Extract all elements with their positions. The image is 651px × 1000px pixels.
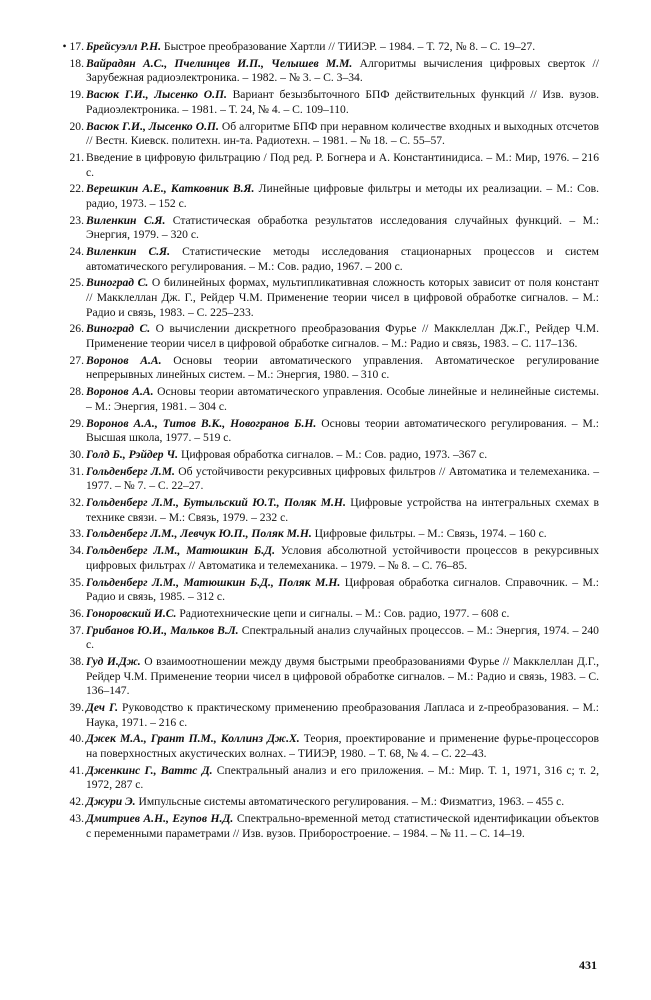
reference-text: Вариант безызбыточного БПФ действительных функций // Изв. вузов. Радиоэлектроника. – 1981. – Т. 24, № 4. – С. 109–110. xyxy=(86,88,599,116)
reference-item xyxy=(0,732,651,761)
reference-authors: Гоноровский И.С. xyxy=(86,606,177,620)
reference-number: 25. xyxy=(69,276,84,290)
reference-text: Линейные цифровые фильтры и методы их реализации. – М.: Сов. радио, 1973. – 152 с. xyxy=(86,182,599,210)
reference-number: 35. xyxy=(69,575,84,589)
reference-item xyxy=(0,245,651,274)
reference-authors: Васюк Г.И., Лысенко О.П. xyxy=(86,88,227,102)
reference-text: Основы теории автоматического управления. Особые линейные и нелинейные системы. – М.: Энергия, 1981. – 304 с. xyxy=(86,385,599,413)
reference-number: • 17. xyxy=(62,40,84,53)
reference-item xyxy=(0,655,651,699)
reference-item xyxy=(0,322,651,351)
reference-authors: Виноград С. xyxy=(86,322,151,336)
reference-number: 38. xyxy=(69,655,84,669)
reference-authors: Гольденберг Л.М., Матюшкин Б.Д. xyxy=(86,544,275,558)
reference-number: 27. xyxy=(69,353,84,367)
reference-item xyxy=(0,527,651,542)
reference-item xyxy=(0,88,651,117)
reference-text: О вычислении дискретного преобразования Фурье // Макклеллан Дж.Г., Рейдер Ч.М. Применение теории чисел в цифровой обработке сигналов. – М.: Радио и связь, 1983. – С. 117–136. xyxy=(86,322,599,350)
reference-authors: Голд Б., Рэйдер Ч. xyxy=(86,447,179,461)
reference-authors: Воронов А.А., Титов В.К., Новогранов Б.Н. xyxy=(86,416,317,430)
reference-item xyxy=(0,496,651,525)
reference-item xyxy=(0,354,651,383)
reference-authors: Дженкинс Г., Ваттс Д. xyxy=(86,763,213,777)
reference-text: Спектральный анализ случайных процессов. – М.: Энергия, 1974. – 240 с. xyxy=(86,623,599,652)
reference-authors: Воронов А.А. xyxy=(86,385,154,399)
page-number: 431 xyxy=(579,958,597,972)
reference-number: 26. xyxy=(69,322,84,336)
reference-text: Спектрально-временной метод статистической идентификации объектов с переменными параметрами // Изв. вузов. Приборостроение. – 1984. – № 11. – С. 14–19. xyxy=(86,811,599,840)
reference-authors: Виленкин С.Я. xyxy=(86,245,171,259)
reference-text: Основы теории автоматического регулирования. – М.: Высшая школа, 1977. – 519 с. xyxy=(86,416,599,445)
reference-item xyxy=(0,182,651,211)
reference-text: О взаимоотношении между двумя быстрыми преобразованиями Фурье // Макклеллан Д.Г., Рейдер Ч.М. Применение теории чисел в цифровой обработке сигналов. – М.: Радио и связь, 1983. – С. 136–147. xyxy=(86,655,599,698)
reference-number: 22. xyxy=(69,182,84,196)
reference-number: 40. xyxy=(69,732,84,746)
reference-authors: Брейсуэлл Р.Н. xyxy=(86,40,162,53)
reference-number: 37. xyxy=(69,623,84,637)
reference-text: Введение в цифровую фильтрацию / Под ред. Р. Богнера и А. Константинидиса. – М.: Мир, 1976. – 216 с. xyxy=(86,150,599,179)
reference-authors: Деч Г. xyxy=(86,701,118,715)
reference-authors: Джек М.А., Грант П.М., Коллинз Дж.Х. xyxy=(86,732,300,746)
reference-number: 19. xyxy=(69,88,84,102)
reference-number: 39. xyxy=(69,701,84,715)
reference-authors: Гольденберг Л.М., Бутыльский Ю.Т., Поляк М.Н. xyxy=(86,496,346,510)
reference-number: 24. xyxy=(69,245,84,259)
reference-item xyxy=(0,607,651,622)
reference-number: 32. xyxy=(69,496,84,510)
reference-text: Условия абсолютной устойчивости процессов в рекурсивных цифровых фильтрах // Автоматика и телемеханика. – 1979. – № 8. – С. 76–85. xyxy=(86,544,600,572)
reference-item xyxy=(0,214,651,243)
reference-item xyxy=(0,812,651,841)
reference-text: Руководство к практическому применению преобразования Лапласа и z-преобразования. – М.: Наука, 1971. – 216 с. xyxy=(86,701,599,729)
reference-text: Об алгоритме БПФ при неравном количестве входных и выходных отсчетов // Вестн. Киевск. политехн. ин-та. Радиотехн. – 1981. – № 18. – С. 55–57. xyxy=(86,119,599,148)
reference-item xyxy=(0,701,651,730)
reference-text: Быстрое преобразование Хартли // ТИИЭР. – 1984. – Т. 72, № 8. – С. 19–27. xyxy=(161,40,536,53)
reference-number: 21. xyxy=(69,150,84,164)
reference-authors: Воронов А.А. xyxy=(86,353,162,367)
reference-number: 42. xyxy=(69,795,84,809)
reference-number: 20. xyxy=(69,119,84,133)
reference-number: 18. xyxy=(69,56,84,70)
reference-item xyxy=(0,151,651,180)
reference-item xyxy=(0,417,651,446)
reference-text: Об устойчивости рекурсивных цифровых фильтров // Автоматика и телемеханика. – 1977. – № 7. – С. 22–27. xyxy=(86,464,599,493)
reference-item xyxy=(0,276,651,320)
reference-number: 36. xyxy=(69,606,84,620)
reference-authors: Дмитриев А.Н., Егупов Н.Д. xyxy=(86,811,234,825)
reference-item xyxy=(0,624,651,653)
reference-authors: Гуд И.Дж. xyxy=(86,655,141,669)
reference-number: 31. xyxy=(69,464,84,478)
reference-authors: Грибанов Ю.И., Мальков В.Л. xyxy=(86,623,239,637)
reference-item xyxy=(0,57,651,86)
reference-item xyxy=(0,385,651,414)
reference-text: Алгоритмы вычисления цифровых сверток // Зарубежная радиоэлектроника. – 1982. – № 3. – С. 3–34. xyxy=(86,56,599,85)
reference-number: 29. xyxy=(69,416,84,430)
reference-text: Цифровые устройства на интегральных схемах в технике связи. – М.: Связь, 1979. – 232 с. xyxy=(86,496,599,524)
reference-number: 33. xyxy=(69,527,84,541)
reference-authors: Гольденберг Л.М., Матюшкин Б.Д., Поляк М.Н. xyxy=(86,575,341,589)
reference-item xyxy=(0,448,651,463)
reference-authors: Гольденберг Л.М., Левчук Ю.П., Поляк М.Н. xyxy=(86,527,312,541)
reference-item xyxy=(0,120,651,149)
reference-number: 41. xyxy=(69,763,84,777)
reference-authors: Верешкин А.Е., Катковник В.Я. xyxy=(86,182,255,196)
reference-authors: Джури Э. xyxy=(86,795,136,809)
reference-list xyxy=(0,40,651,843)
reference-text: Статистические методы исследования стационарных процессов и систем автоматического регулирования. – М.: Сов. радио, 1967. – 200 с. xyxy=(86,245,599,273)
reference-text: Радиотехнические цепи и сигналы. – М.: Сов. радио, 1977. – 608 с. xyxy=(176,606,510,620)
reference-number: 43. xyxy=(69,811,84,825)
reference-item xyxy=(0,465,651,494)
reference-authors: Виленкин С.Я. xyxy=(86,213,166,227)
reference-item xyxy=(0,795,651,810)
reference-item xyxy=(0,40,651,55)
reference-number: 28. xyxy=(69,385,84,399)
reference-text: Цифровые фильтры. – М.: Связь, 1974. – 160 с. xyxy=(311,527,547,541)
reference-authors: Виноград С. xyxy=(86,276,149,290)
reference-item xyxy=(0,544,651,573)
reference-text: Импульсные системы автоматического регулирования. – М.: Физматгиз, 1963. – 455 с. xyxy=(135,795,565,809)
reference-text: Теория, проектирование и применение фурье-процессоров на поверхностных акустических волнах. – ТИИЭР, 1980. – Т. 68, № 4. – С. 22–43. xyxy=(86,732,599,761)
reference-authors: Вайрадян А.С., Пчелинцев И.П., Челышев М.М. xyxy=(86,56,353,70)
reference-text: Основы теории автоматического управления. Автоматическое регулирование непрерывных линейных систем. – М.: Энергия, 1980. – 310 с. xyxy=(86,353,599,382)
reference-text: Спектральный анализ и его приложения. – М.: Мир. Т. 1, 1971, 316 с; т. 2, 1972, 287 с. xyxy=(86,763,599,792)
reference-text: Цифровая обработка сигналов. – М.: Сов. радио, 1973. –367 с. xyxy=(178,447,488,461)
reference-number: 34. xyxy=(69,544,84,558)
reference-text: О билинейных формах, мультипликативная сложность которых зависит от поля констант // Макклеллан Дж. Г., Рейдер Ч.М. Применение теории чисел в цифровой обработке сигналов. – М.: Радио и связь, 1983. – С. 225–233. xyxy=(86,276,599,319)
reference-item xyxy=(0,764,651,793)
reference-item xyxy=(0,576,651,605)
reference-authors: Васюк Г.И., Лысенко О.П. xyxy=(86,119,219,133)
reference-authors: Гольденберг Л.М. xyxy=(86,464,175,478)
reference-text: Статистическая обработка результатов исследования случайных функций. – М.: Энергия, 1979. – 320 с. xyxy=(86,213,599,242)
reference-number: 30. xyxy=(69,447,84,461)
reference-text: Цифровая обработка сигналов. Справочник. – М.: Радио и связь, 1985. – 312 с. xyxy=(86,575,599,604)
reference-number: 23. xyxy=(69,213,84,227)
